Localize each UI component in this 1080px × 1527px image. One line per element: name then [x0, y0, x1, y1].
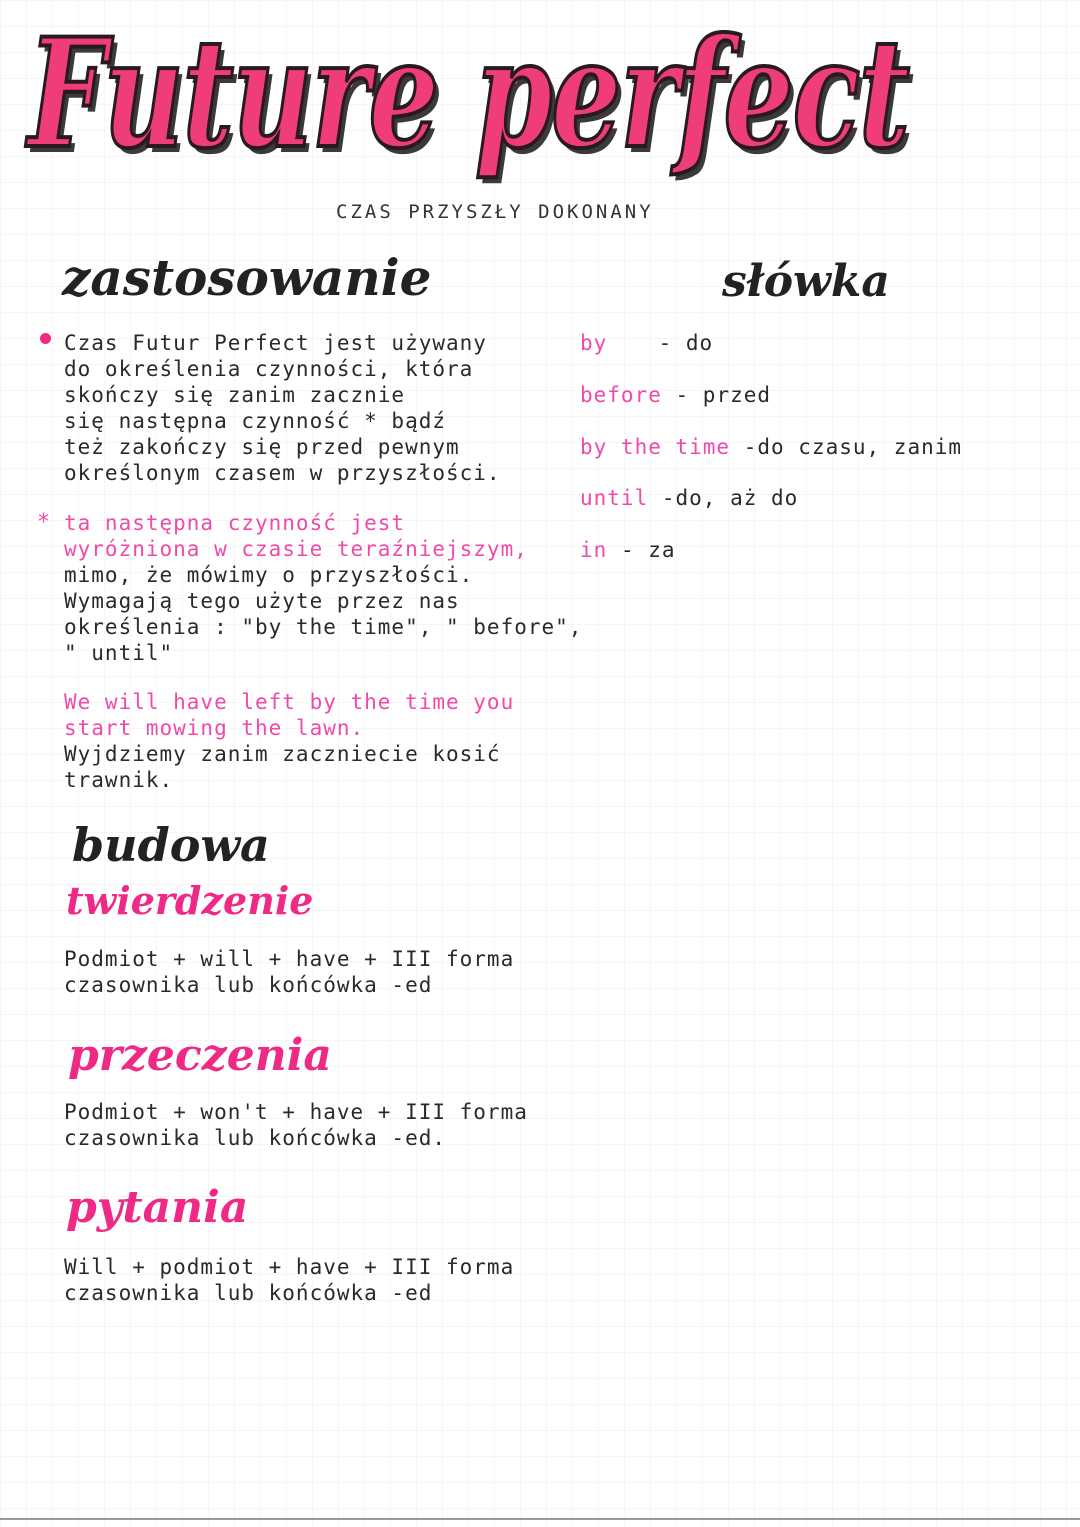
vocab-definition: - przed: [675, 383, 772, 407]
vocab-item: [580, 537, 676, 563]
example-en-line: start mowing the lawn.: [64, 716, 365, 740]
page-title: Future perfect: [28, 6, 909, 182]
page-subtitle: CZAS PRZYSZŁY DOKONANY: [336, 201, 654, 223]
bullet-dot-icon: [40, 333, 51, 344]
rule-line: czasownika lub końcówka -ed: [64, 973, 433, 997]
vocab-term: by the time: [580, 435, 731, 459]
vocab-term: by: [580, 331, 608, 355]
vocab-definition: - do: [658, 331, 714, 355]
note-line: określenia : "by the time", " before",: [64, 615, 583, 639]
affirmative-rule: [64, 946, 514, 998]
affirmative-heading: twierdzenie: [66, 878, 314, 923]
usage-paragraph: [64, 330, 501, 486]
rule-line: czasownika lub końcówka -ed: [64, 1281, 433, 1305]
rule-line: Will + podmiot + have + III forma: [64, 1255, 515, 1279]
questions-heading: pytania: [66, 1182, 249, 1233]
vocab-item: [580, 434, 962, 460]
vocab-term: until: [580, 486, 649, 510]
vocab-definition: - za: [620, 538, 676, 562]
note-line: " until": [64, 641, 174, 665]
usage-note: [64, 510, 582, 666]
page-bottom-divider: [0, 1518, 1080, 1520]
note-line: wyróżniona w czasie teraźniejszym,: [64, 537, 528, 561]
example-pl-line: Wyjdziemy zanim zaczniecie kosić: [64, 742, 501, 766]
usage-line: do określenia czynności, która: [64, 357, 474, 381]
rule-line: czasownika lub końcówka -ed.: [64, 1126, 447, 1150]
note-line: Wymagają tego użyte przez nas: [64, 589, 460, 613]
rule-line: Podmiot + will + have + III forma: [64, 947, 515, 971]
example-pl-line: trawnik.: [64, 768, 174, 792]
usage-line: też zakończy się przed pewnym: [64, 435, 460, 459]
usage-line: się następna czynność * bądź: [64, 409, 447, 433]
usage-example: [64, 689, 514, 793]
rule-line: Podmiot + won't + have + III forma: [64, 1100, 528, 1124]
note-line: mimo, że mówimy o przyszłości.: [64, 563, 474, 587]
vocab-heading: słówka: [722, 256, 890, 307]
questions-rule: [64, 1254, 514, 1306]
example-en-line: We will have left by the time you: [64, 690, 515, 714]
negative-rule: [64, 1099, 528, 1151]
note-line: ta następna czynność jest: [64, 511, 406, 535]
vocab-definition: -do, aż do: [661, 486, 799, 510]
vocab-term: in: [580, 538, 608, 562]
vocab-item: [580, 485, 798, 511]
asterisk-icon: *: [38, 510, 49, 535]
vocab-item: [580, 382, 771, 408]
usage-line: Czas Futur Perfect jest używany: [64, 331, 487, 355]
vocab-definition: -do czasu, zanim: [743, 435, 963, 459]
usage-line: określonym czasem w przyszłości.: [64, 461, 501, 485]
structure-heading: budowa: [72, 818, 270, 872]
vocab-item: [580, 330, 713, 356]
vocab-term: before: [580, 383, 662, 407]
usage-line: skończy się zanim zacznie: [64, 383, 406, 407]
usage-heading: zastosowanie: [62, 248, 432, 307]
negative-heading: przeczenia: [68, 1030, 332, 1081]
